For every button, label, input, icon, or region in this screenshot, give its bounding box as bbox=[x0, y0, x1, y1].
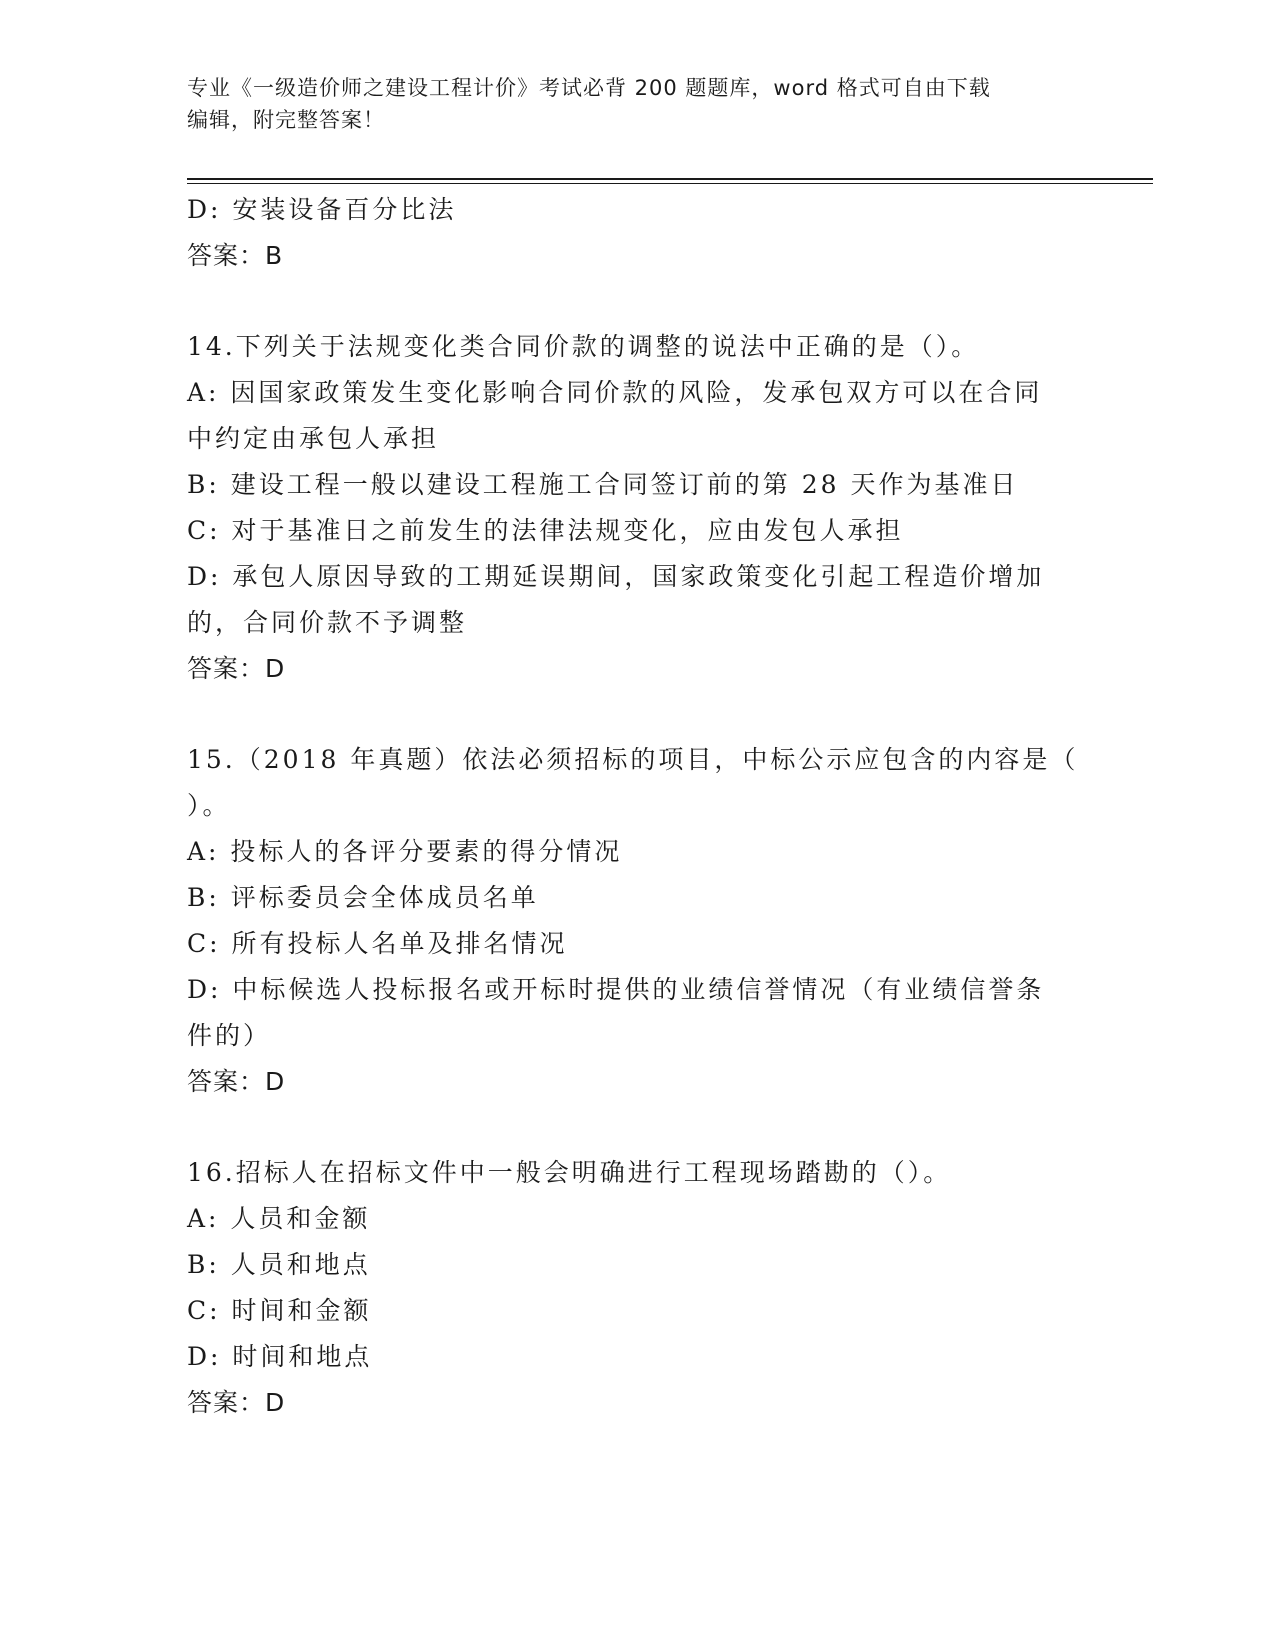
option-line: C: 所有投标人名单及排名情况 bbox=[187, 929, 568, 958]
question-content bbox=[187, 187, 1087, 1426]
question-stem-continued: ）。 bbox=[187, 791, 231, 820]
option-line: A: 因国家政策发生变化影响合同价款的风险，发承包双方可以在合同 bbox=[187, 378, 1043, 407]
question-stem: 14.下列关于法规变化类合同价款的调整的说法中正确的是（）。 bbox=[187, 332, 980, 361]
option-line: C: 对于基准日之前发生的法律法规变化，应由发包人承担 bbox=[187, 516, 904, 545]
question-stem: 16.招标人在招标文件中一般会明确进行工程现场踏勘的（）。 bbox=[187, 1158, 952, 1187]
question-16 bbox=[187, 1150, 1087, 1426]
answer-line: 答案：D bbox=[187, 1388, 286, 1417]
question-14 bbox=[187, 324, 1087, 692]
question-stem: 15.（2018 年真题）依法必须招标的项目，中标公示应包含的内容是（ bbox=[187, 745, 1079, 774]
spacer bbox=[187, 279, 1087, 324]
option-line: B: 人员和地点 bbox=[187, 1250, 371, 1279]
option-line: 件的） bbox=[187, 1021, 272, 1050]
option-line: C: 时间和金额 bbox=[187, 1296, 372, 1325]
answer-line: 答案：D bbox=[187, 654, 286, 683]
option-line: D: 时间和地点 bbox=[187, 1342, 373, 1371]
option-line: D: 中标候选人投标报名或开标时提供的业绩信誉情况（有业绩信誉条 bbox=[187, 975, 1045, 1004]
header-title-line-1: 专业《一级造价师之建设工程计价》考试必背 200 题题库，word 格式可自由下载 bbox=[187, 76, 991, 100]
option-line: B: 评标委员会全体成员名单 bbox=[187, 883, 539, 912]
answer-line: 答案：B bbox=[187, 241, 284, 270]
option-line: B: 建设工程一般以建设工程施工合同签订前的第 28 天作为基准日 bbox=[187, 470, 1019, 499]
header-title-line-2: 编辑，附完整答案！ bbox=[187, 108, 385, 132]
option-line: A: 人员和金额 bbox=[187, 1204, 371, 1233]
spacer bbox=[187, 1105, 1087, 1150]
question-15 bbox=[187, 737, 1087, 1105]
header-divider-thin bbox=[187, 183, 1153, 184]
option-line: D: 安装设备百分比法 bbox=[187, 195, 457, 224]
document-header bbox=[187, 72, 1067, 136]
carryover-block bbox=[187, 187, 1087, 279]
answer-line: 答案：D bbox=[187, 1067, 286, 1096]
header-divider-thick bbox=[187, 178, 1153, 180]
option-line: 中约定由承包人承担 bbox=[187, 424, 440, 453]
option-line: D: 承包人原因导致的工期延误期间，国家政策变化引起工程造价增加 bbox=[187, 562, 1045, 591]
spacer bbox=[187, 692, 1087, 737]
option-line: 的，合同价款不予调整 bbox=[187, 608, 468, 637]
option-line: A: 投标人的各评分要素的得分情况 bbox=[187, 837, 623, 866]
